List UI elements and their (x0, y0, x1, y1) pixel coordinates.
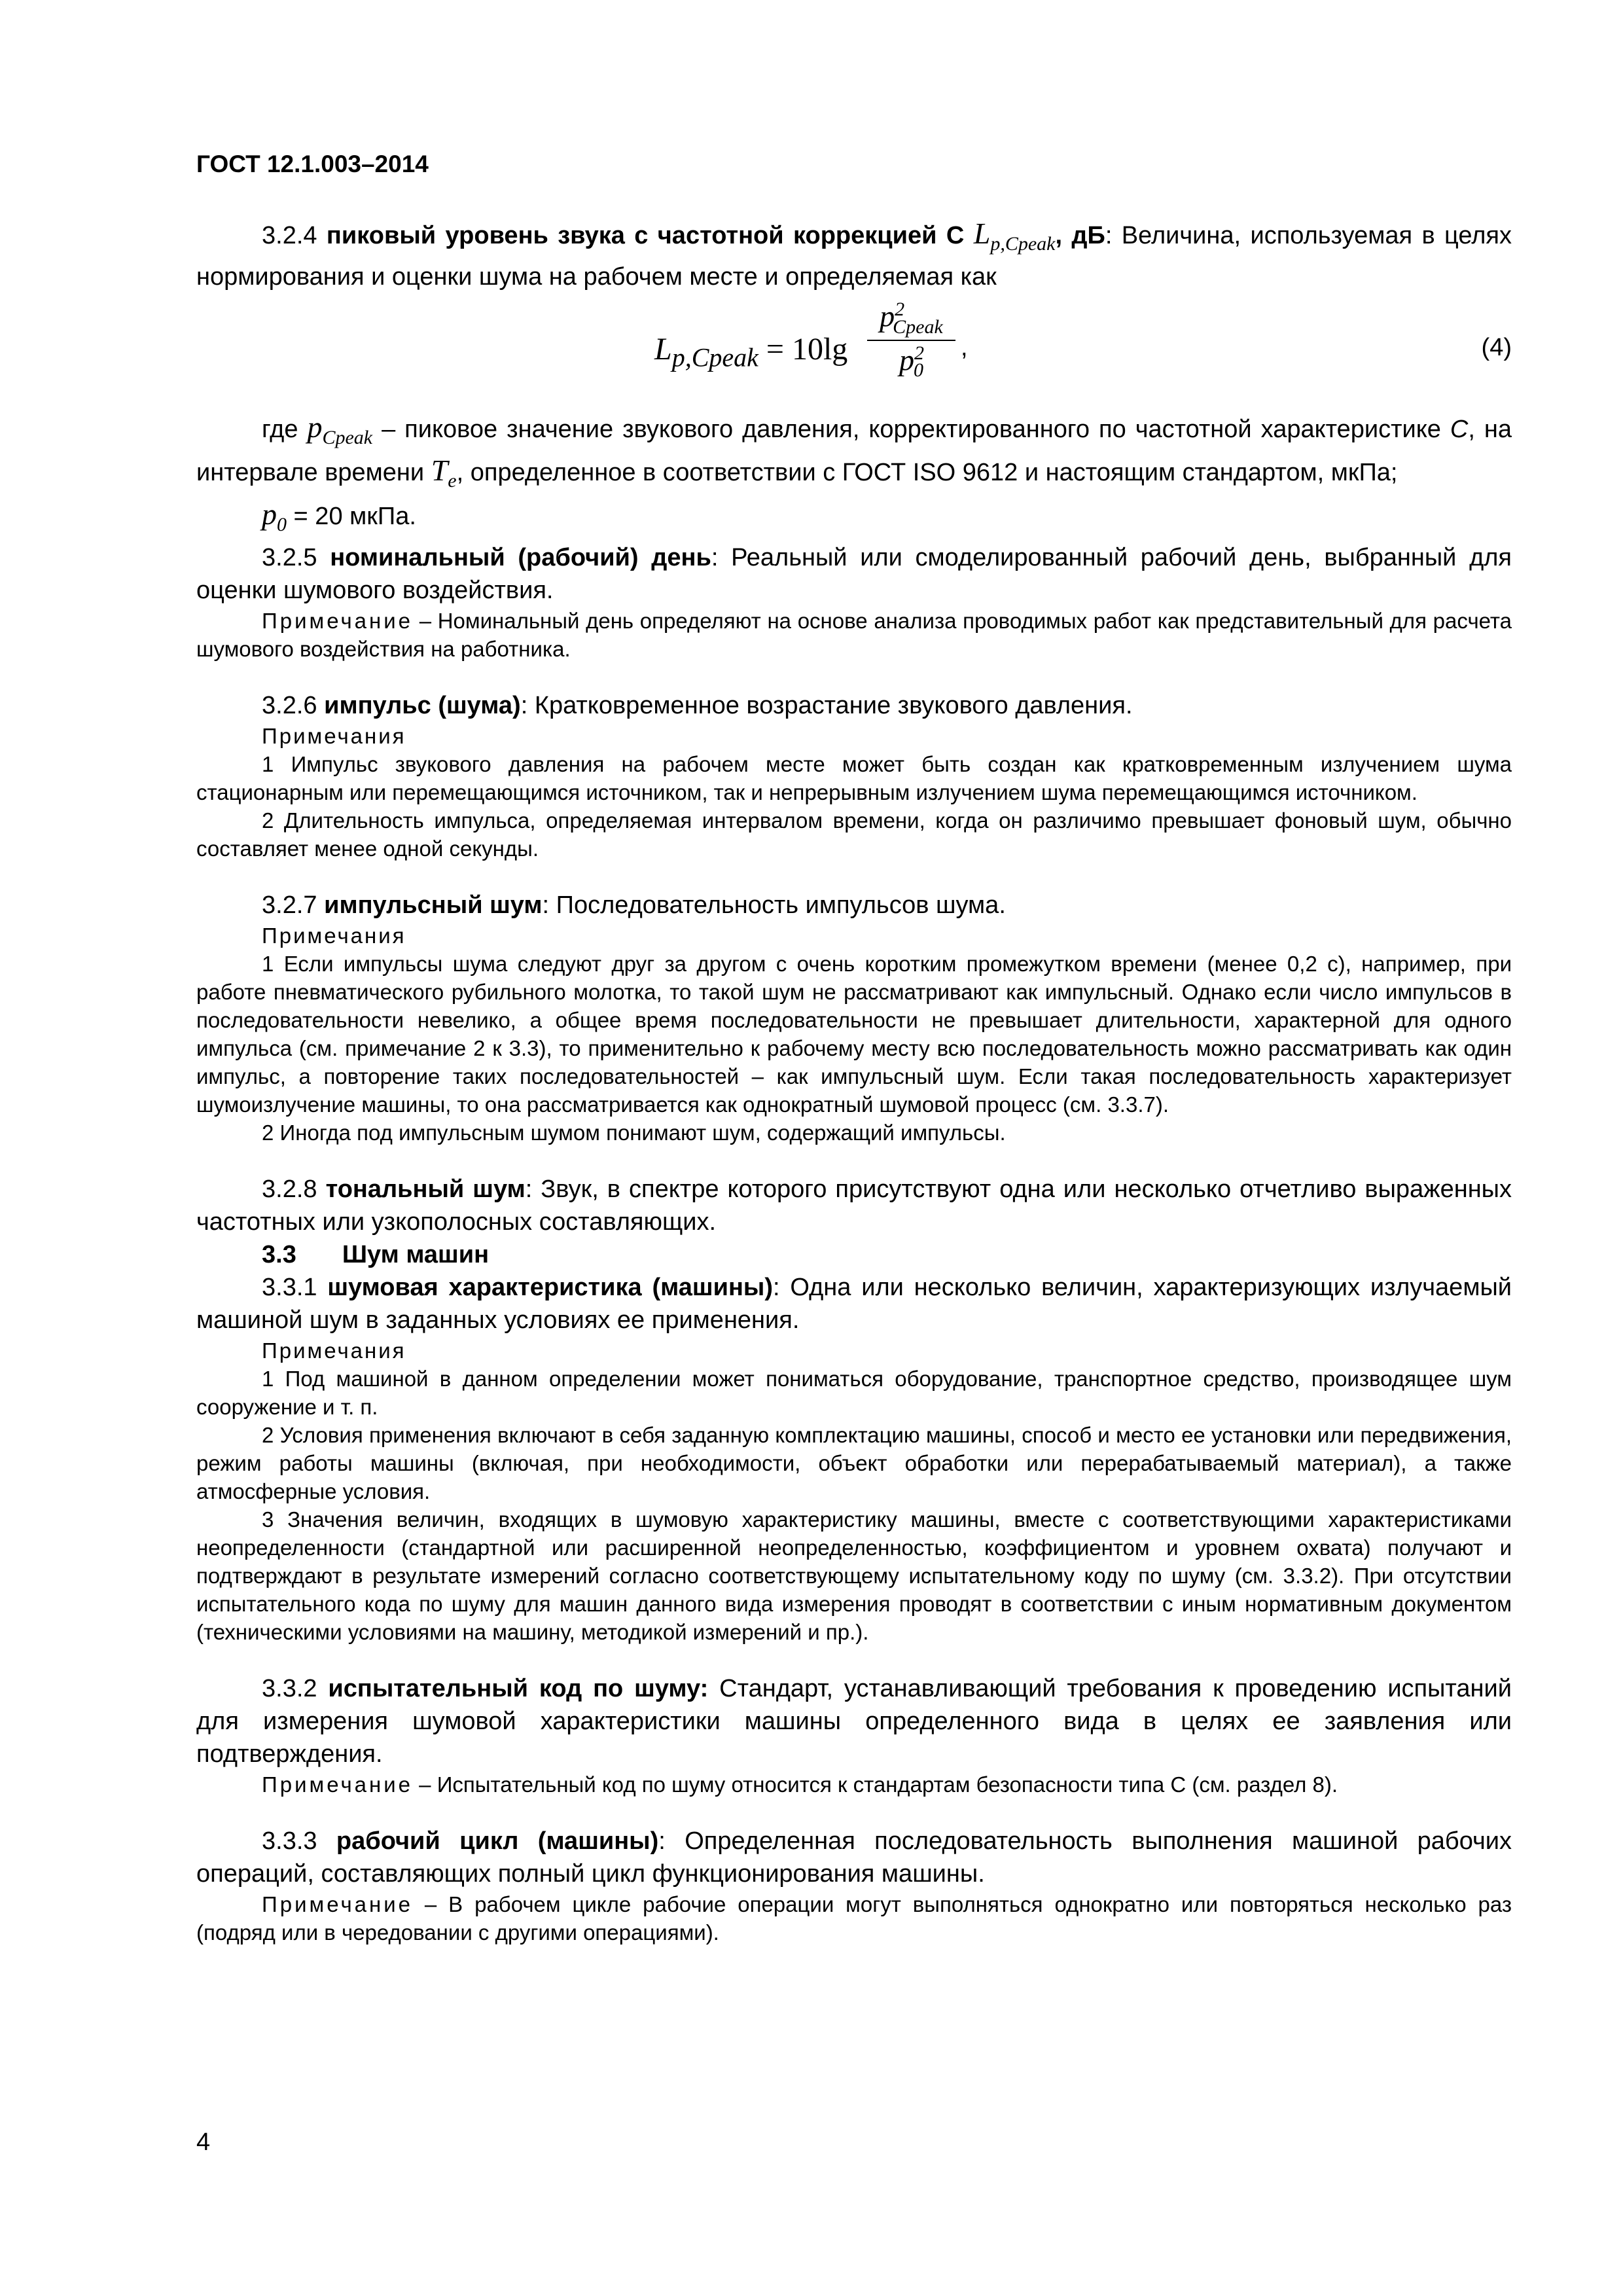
term-3-3-1: 3.3.1 шумовая характеристика (машины): Одна или несколько величин, характеризующих излучаемый машиной шум в заданных условиях ее применения. (196, 1273, 1512, 1334)
term-3-2-5: 3.2.5 номинальный (рабочий) день: Реальный или смоделированный рабочий день, выбранный для оценки шумового воздействия. (196, 543, 1512, 604)
note-item: 1 Если импульсы шума следуют друг за другом с очень коротким промежутком времени (менее 0,2 с), например, при работе пневматического рубильного молотка, то такой шум не рассматривают как импульсный. Однако если число импульсов в последовательности невелико, а общее время последовательности не превышает длительности, характерной для одного импульса (см. примечание 2 к 3.3), то применительно к рабочему месту всю последовательность можно рассматривать как один импульс, а повторение таких последовательностей – как импульсный шум. Если такая последовательность характеризует шумоизлучение машины, то она рассматривается как однократный шумовой процесс (см. 3.3.7). (196, 951, 1512, 1117)
symbol-p0: $p_0$ (262, 497, 287, 535)
term-definition: : Величина, используемая в целях нормирования и оценки шума на рабочем месте и определяемая как (196, 222, 1512, 291)
notes-heading: Примечания (262, 923, 406, 948)
term-title: пиковый уровень звука с частотной коррекцией С (326, 222, 965, 249)
term-title: испытательный код по шуму: (328, 1674, 709, 1702)
term-title: шумовая характеристика (машины) (327, 1273, 773, 1301)
term-symbol: $L_{p,Cpeak}$ (973, 217, 1056, 255)
term-3-2-7: 3.2.7 импульсный шум: Последовательность импульсов шума. (262, 891, 1006, 919)
formula-fraction (867, 298, 955, 382)
where-clause: где $p_{Cpeak}$ – пиковое значение звукового давления, корректированного по частотной характеристике С, на интервале времени $T_e$, определенное в соответствии с ГОСТ ISO 9612 и настоящим стандартом, мкПа; (196, 410, 1512, 492)
note-item: 2 Условия применения включают в себя заданную комплектацию машины, способ и место ее установки или передвижения, режим работы машины (включая, при необходимости, объект обработки или перерабатываемый материал), а также атмосферные условия. (196, 1422, 1512, 1503)
term-3-2-4 (196, 217, 1512, 293)
note-item: 3 Значения величин, входящих в шумовую характеристику машины, вместе с соответствующими характеристиками неопределенности (стандартной или расширенной неопределенностью, коэффициентом и уровнем охвата) получают и подтверждают в результате измерений согласно соответствующему испытательному коду по шуму (см. 3.3.2). При отсутствии испытательного кода по шуму для машин данного вида измерения проводят в соответствии с иным нормативным документом (техническими условиями на машину, методикой измерений и пр.). (196, 1507, 1512, 1644)
note: Примечание – Номинальный день определяют на основе анализа проводимых работ как представительный для расчета шумового воздействия на работника. (196, 608, 1512, 661)
term-3-3-2: 3.3.2 испытательный код по шуму: Стандарт, устанавливающий требования к проведению испытаний для измерения шумовой характеристики машины определенного вида в целях ее заявления или подтверждения. (196, 1674, 1512, 1768)
document-header: ГОСТ 12.1.003–2014 (196, 151, 429, 177)
note-item: 1 Под машиной в данном определении может пониматься оборудование, транспортное средство, производящее шум сооружение и т. п. (196, 1366, 1512, 1419)
term-title: номинальный (рабочий) день (330, 543, 711, 571)
formula-lhs: $L_{p,Cpeak} = 10\lg$ (654, 332, 848, 372)
symbol-p-cpeak: $p_{Cpeak}$ (307, 410, 373, 449)
note-item: 2 Длительность импульса, определяемая интервалом времени, когда он различимо превышает фоновый шум, обычно составляет менее одной секунды. (196, 808, 1512, 861)
formula-numerator: $p^2_{Cpeak}$ (867, 298, 955, 341)
note-item: 1 Импульс звукового давления на рабочем месте может быть создан как кратковременным излучением шума стационарным или перемещающимся источником, так и непрерывным излучением шума перемещающимся источником. (196, 751, 1512, 804)
page-number: 4 (196, 2128, 211, 2156)
term-title: рабочий цикл (машины) (336, 1827, 659, 1855)
formula-number: (4) (1481, 334, 1512, 362)
section-heading-3-3: 3.3 Шум машин (262, 1240, 490, 1268)
notes-heading: Примечания (262, 723, 406, 748)
term-number: 3.2.4 (262, 222, 317, 249)
note-item: 2 Иногда под импульсным шумом понимают шум, содержащий импульсы. (262, 1120, 1006, 1145)
note: Примечание – В рабочем цикле рабочие операции могут выполняться однократно или повторяться несколько раз (подряд или в чередовании с другими операциями). (196, 1892, 1512, 1945)
term-3-2-6: 3.2.6 импульс (шума): Кратковременное возрастание звукового давления. (262, 691, 1133, 719)
formula-denominator: $p^2_0$ (899, 342, 924, 382)
symbol-te: $T_e$ (431, 454, 457, 492)
document-page (196, 151, 1512, 1946)
term-unit: , дБ (1055, 222, 1105, 249)
note: Примечание – Испытательный код по шуму относится к стандартам безопасности типа С (см. раздел 8). (262, 1772, 1338, 1797)
formula-comma: , (961, 334, 968, 362)
term-3-3-3: 3.3.3 рабочий цикл (машины): Определенная последовательность выполнения машиной рабочих операций, составляющих полный цикл функционирования машины. (196, 1827, 1512, 1888)
where-clause-p0: $p_0 = 20$ мкПа. (262, 497, 416, 535)
term-title: импульсный шум (324, 891, 543, 919)
term-title: тональный шум (325, 1175, 526, 1203)
notes-heading: Примечания (262, 1338, 406, 1363)
term-3-2-8: 3.2.8 тональный шум: Звук, в спектре которого присутствуют одна или несколько отчетливо выраженных частотных или узкополосных составляющих. (196, 1175, 1512, 1236)
term-title: импульс (шума) (324, 691, 521, 719)
formula-4 (196, 296, 1512, 401)
